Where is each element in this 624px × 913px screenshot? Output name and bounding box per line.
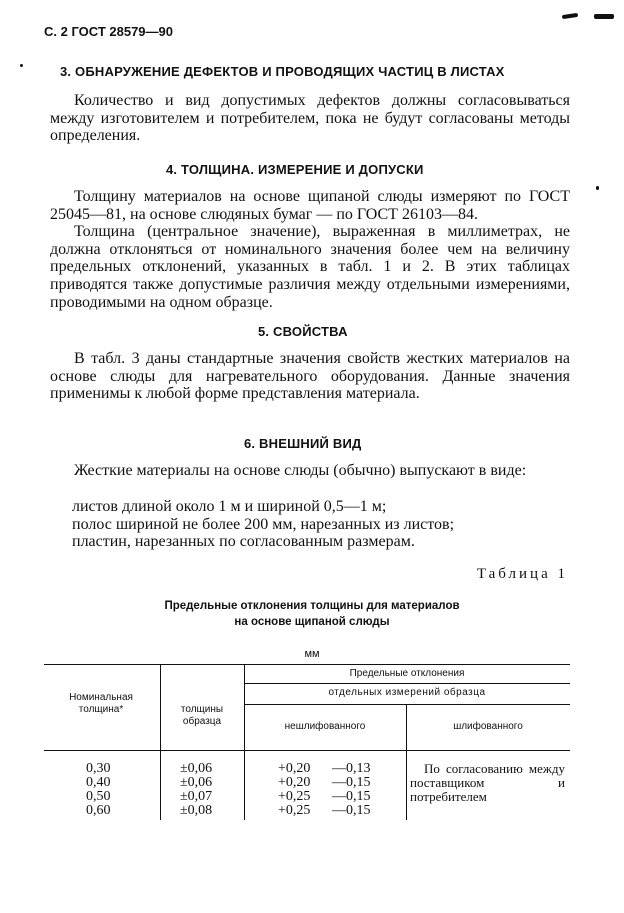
cell-nominal: 0,40 [86, 775, 111, 790]
section-5-paragraph: В табл. 3 даны стандартные значения свойств жестких материалов на основе слюды для нагревательного оборудования. Данные значения применимы к любой форме представления материала. [50, 350, 570, 403]
header-ground: шлифованного [453, 721, 523, 732]
scan-mark [562, 13, 578, 19]
table-rule [244, 683, 570, 684]
cell-nominal: 0,50 [86, 789, 111, 804]
list-item: пластин, нарезанных по согласованным размерам. [72, 533, 415, 550]
cell-thickness: ±0,06 [180, 761, 213, 776]
section-3-heading: 3. ОБНАРУЖЕНИЕ ДЕФЕКТОВ И ПРОВОДЯЩИХ ЧАСТИЦ В ЛИСТАХ [60, 64, 505, 79]
table-label: Таблица 1 [476, 566, 568, 582]
table-rule [160, 664, 161, 820]
header-sample-thickness: толщины образца [180, 704, 224, 727]
list-item: полос шириной не более 200 мм, нарезанных из листов; [72, 516, 455, 533]
section-5-heading: 5. СВОЙСТВА [258, 324, 348, 339]
section-6-intro [50, 462, 570, 480]
cell-thickness: ±0,08 [180, 803, 213, 818]
cell-thickness: ±0,07 [180, 789, 213, 804]
section-3-text [50, 92, 570, 145]
cell-thickness: ±0,06 [180, 775, 213, 790]
scan-dot [596, 186, 599, 190]
table-rule [44, 664, 570, 665]
section-6-intro-text: Жесткие материалы на основе слюды (обычно) выпускают в виде: [74, 462, 527, 479]
cell-plus: +0,25 [278, 803, 311, 818]
table-caption-line-2: на основе щипаной слюды [234, 616, 390, 628]
table-unit: мм [304, 648, 320, 660]
column-plus [278, 762, 310, 818]
scan-mark [594, 14, 614, 19]
cell-minus: —0,13 [332, 761, 371, 776]
section-6-heading: 6. ВНЕШНИЙ ВИД [244, 436, 362, 451]
section-4-text [50, 188, 570, 311]
cell-minus: —0,15 [332, 775, 371, 790]
header-deviations: Предельные отклонения [349, 668, 465, 679]
header-individual-measurements: отдельных измерений образца [328, 687, 486, 698]
cell-minus: —0,15 [332, 789, 371, 804]
header-nominal-thickness: Номинальная толщина* [69, 692, 133, 715]
column-nominal [86, 762, 111, 818]
cell-nominal: 0,60 [86, 803, 111, 818]
cell-plus: +0,20 [278, 761, 311, 776]
table-rule [244, 704, 570, 705]
list-item: листов длиной около 1 м и шириной 0,5—1 м; [72, 498, 387, 515]
table-rule [44, 750, 570, 751]
column-thickness [180, 762, 212, 818]
scan-dot [20, 64, 23, 67]
cell-minus: —0,15 [332, 803, 371, 818]
column-minus [332, 762, 371, 818]
section-3-paragraph: Количество и вид допустимых дефектов должны согласовываться между изготовителем и потребителем, пока не будут согласованы методы определения. [50, 92, 570, 145]
page-header: С. 2 ГОСТ 28579—90 [44, 24, 173, 39]
section-5-text [50, 350, 570, 403]
cell-nominal: 0,30 [86, 761, 111, 776]
section-4-paragraph-1: Толщину материалов на основе щипаной слюды измеряют по ГОСТ 25045—81, на основе слюдяных бумаг — по ГОСТ 26103—84. [50, 188, 570, 223]
header-unground: нешлифованного [284, 721, 366, 732]
cell-ground-note: По согласованию между поставщиком и потребителем [410, 761, 565, 804]
cell-plus: +0,25 [278, 789, 311, 804]
cell-plus: +0,20 [278, 775, 311, 790]
section-4-paragraph-2: Толщина (центральное значение), выраженная в миллиметрах, не должна отклоняться от номинального значения более чем на величину предельных отклонений, указанных в табл. 1 и 2. В этих таблицах приводятся также допустимые различия между отдельными измерениями, проводимыми на одном образце. [50, 223, 570, 311]
table-caption-line-1: Предельные отклонения толщины для материалов [164, 600, 460, 612]
section-4-heading: 4. ТОЛЩИНА. ИЗМЕРЕНИЕ И ДОПУСКИ [166, 162, 424, 177]
